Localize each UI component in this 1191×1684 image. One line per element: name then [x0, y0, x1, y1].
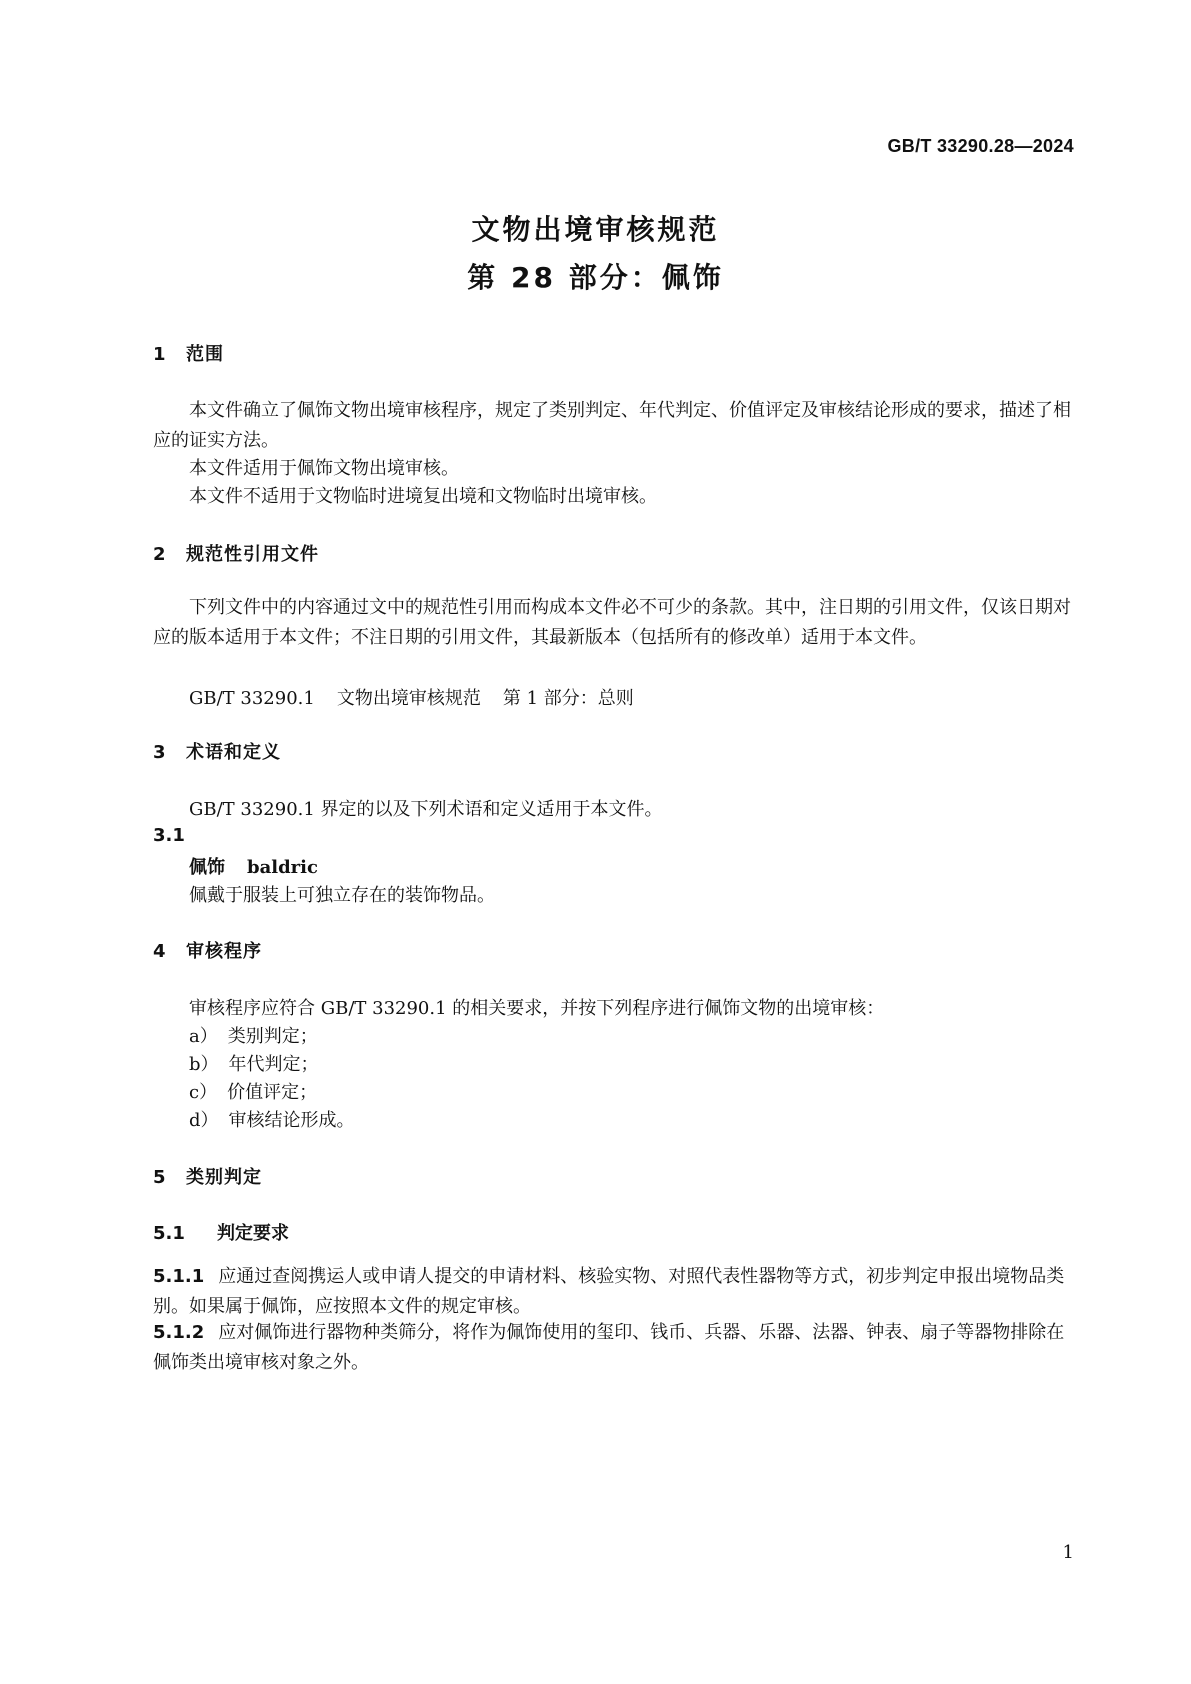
section-3-heading	[153, 738, 281, 764]
list-item	[189, 1078, 317, 1104]
section-number: 5	[153, 1167, 167, 1188]
clause-text: 应对佩饰进行器物种类筛分，将作为佩饰使用的玺印、钱币、兵器、乐器、法器、钟表、扇子等器物排除在佩饰类出境审核对象之外。	[153, 1322, 1065, 1373]
section-number: 1	[153, 344, 167, 365]
list-text: 类别判定；	[227, 1026, 318, 1047]
reference-code: GB/T 33290.1	[189, 688, 315, 709]
list-item	[189, 1022, 318, 1048]
section-2-paragraph-1: 下列文件中的内容通过文中的规范性引用而构成本文件必不可少的条款。其中，注日期的引用文件，仅该日期对应的版本适用于本文件；不注日期的引用文件，其最新版本（包括所有的修改单）适用于本文件。	[153, 597, 1071, 648]
list-text: 价值评定；	[227, 1082, 318, 1103]
section-1-heading	[153, 340, 224, 366]
section-number: 4	[153, 941, 167, 962]
document-subtitle: 第 28 部分：佩饰	[467, 261, 724, 294]
list-marker: d）	[189, 1110, 219, 1131]
section-1-paragraph-3: 本文件不适用于文物临时进境复出境和文物临时出境审核。	[189, 486, 657, 507]
document-title: 文物出境审核规范	[471, 213, 720, 246]
term-english: baldric	[247, 857, 318, 878]
page-number: 1	[1062, 1542, 1074, 1563]
section-2-heading	[153, 540, 319, 566]
section-title: 范围	[186, 344, 224, 365]
clause-text: 应通过查阅携运人或申请人提交的申请材料、核验实物、对照代表性器物等方式，初步判定申报出境物品类别。如果属于佩饰，应按照本文件的规定审核。	[153, 1266, 1065, 1317]
list-item	[189, 1050, 319, 1076]
standard-code: GB/T 33290.28—2024	[887, 136, 1074, 156]
section-title: 类别判定	[186, 1167, 262, 1188]
clause-number: 5.1.2	[153, 1322, 205, 1343]
normative-reference	[189, 684, 634, 710]
subsection-number: 5.1	[153, 1223, 185, 1244]
list-text: 年代判定；	[228, 1054, 319, 1075]
term-chinese: 佩饰	[189, 857, 225, 878]
reference-part: 第 1 部分：总则	[502, 688, 634, 709]
subsection-title: 判定要求	[217, 1223, 289, 1244]
list-marker: a）	[189, 1026, 218, 1047]
subsection-5-1-heading	[153, 1219, 289, 1245]
section-1-paragraph-2: 本文件适用于佩饰文物出境审核。	[189, 458, 459, 479]
list-marker: b）	[189, 1054, 219, 1075]
reference-title: 文物出境审核规范	[336, 688, 481, 709]
section-title: 术语和定义	[186, 742, 281, 763]
clause-5-1-1	[153, 1262, 1075, 1322]
section-title: 规范性引用文件	[186, 544, 319, 565]
term-number: 3.1	[153, 825, 185, 846]
section-number: 2	[153, 544, 167, 565]
section-5-heading	[153, 1163, 262, 1189]
section-number: 3	[153, 742, 167, 763]
section-title: 审核程序	[186, 941, 262, 962]
section-3-paragraph-1: GB/T 33290.1 界定的以及下列术语和定义适用于本文件。	[189, 799, 663, 820]
section-1-paragraph-1: 本文件确立了佩饰文物出境审核程序，规定了类别判定、年代判定、价值评定及审核结论形成的要求，描述了相应的证实方法。	[153, 400, 1071, 451]
term-definition: 佩戴于服装上可独立存在的装饰物品。	[189, 885, 495, 906]
clause-number: 5.1.1	[153, 1266, 205, 1287]
term-entry	[189, 853, 318, 879]
list-text: 审核结论形成。	[228, 1110, 355, 1131]
list-marker: c）	[189, 1082, 218, 1103]
section-4-paragraph-1: 审核程序应符合 GB/T 33290.1 的相关要求，并按下列程序进行佩饰文物的出境审核：	[189, 998, 885, 1019]
section-4-heading	[153, 937, 262, 963]
clause-5-1-2	[153, 1318, 1075, 1378]
list-item	[189, 1106, 355, 1132]
